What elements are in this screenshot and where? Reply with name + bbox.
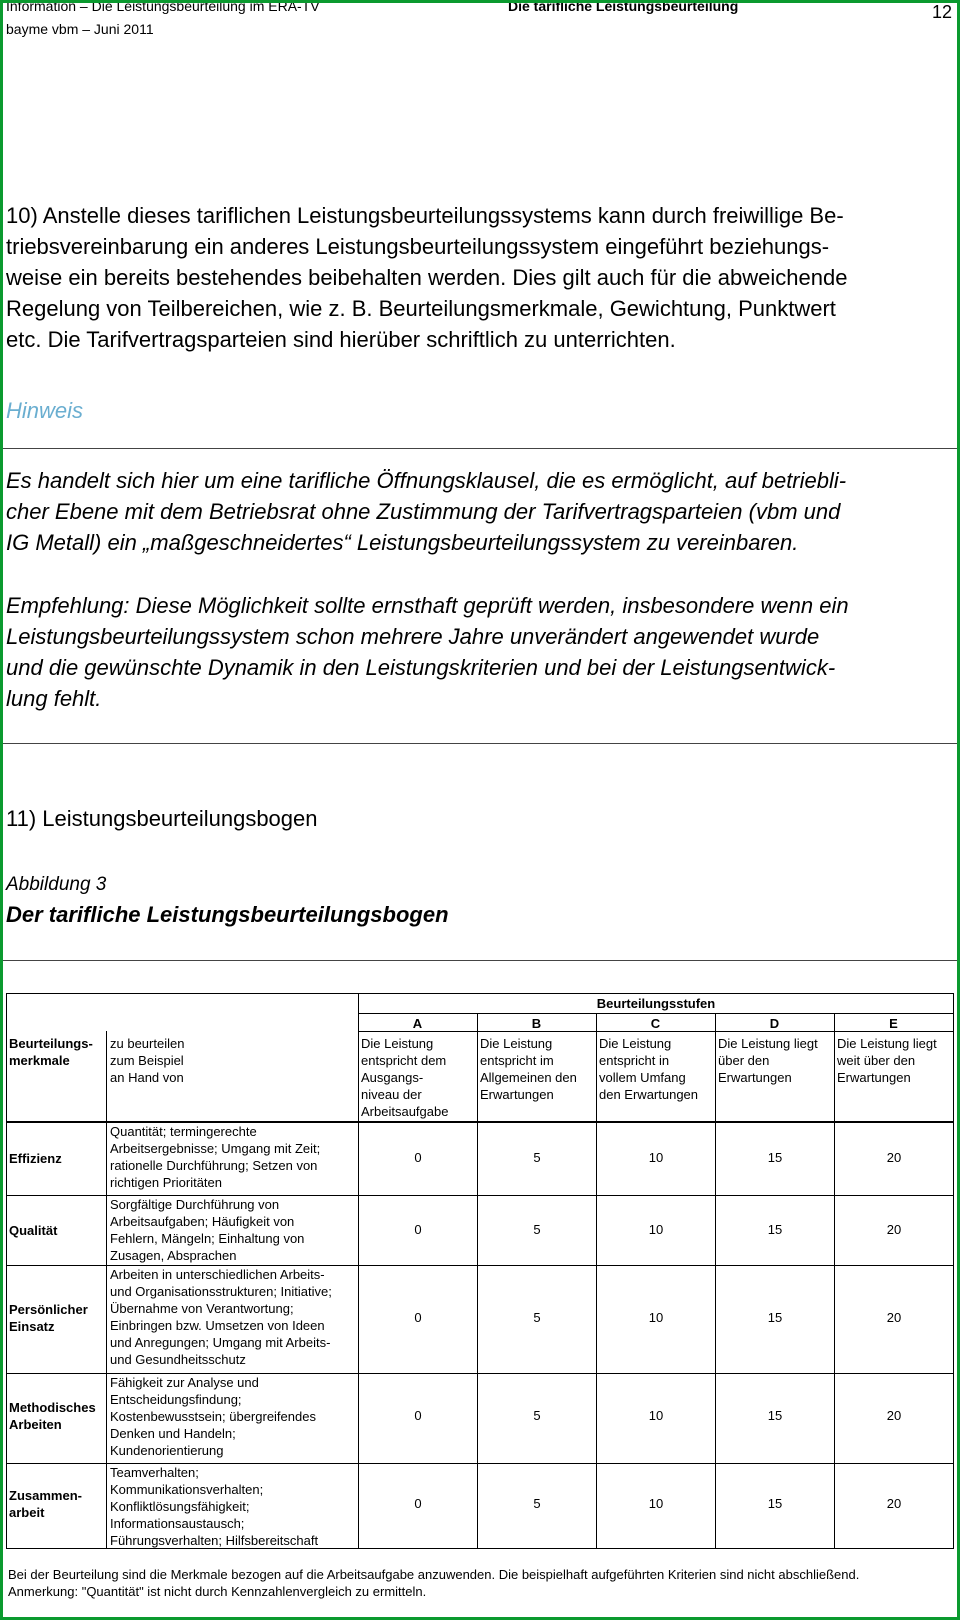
points-cell: 20 <box>886 1310 902 1325</box>
text-line: Leistungsbeurteilungssystem schon mehrere Jahre unverändert angewendet wurde <box>6 624 820 649</box>
points-cell: 5 <box>533 1310 541 1325</box>
text-line: richtigen Prioritäten <box>110 1175 222 1190</box>
text-line: Kundenorientierung <box>110 1443 224 1458</box>
level-description <box>480 1035 577 1103</box>
text-line: Arbeiten in unterschiedlichen Arbeits- <box>110 1267 325 1282</box>
header-publisher-date: bayme vbm – Juni 2011 <box>6 21 154 37</box>
figure-title: Der tarifliche Leistungsbeurteilungsbogen <box>6 902 449 927</box>
points-cell: 0 <box>414 1222 422 1237</box>
table-border <box>715 1013 716 1548</box>
text-line: Arbeiten <box>9 1417 62 1432</box>
level-letter: D <box>769 1016 780 1031</box>
text-line: Die Leistung liegt <box>718 1036 818 1051</box>
points-cell: 5 <box>533 1150 541 1165</box>
text-line: Die Leistung <box>361 1036 434 1051</box>
row-merkmal: Effizienz <box>9 1151 62 1166</box>
text-line: Informationsaustausch; <box>110 1516 245 1531</box>
table-border <box>358 1013 954 1014</box>
section-10-paragraph <box>6 200 847 355</box>
text-line: Konfliktlösungsfähigkeit; <box>110 1499 250 1514</box>
text-line: Erwartungen <box>480 1087 554 1102</box>
text-line: Entscheidungsfindung; <box>110 1392 242 1407</box>
text-line: Erwartungen <box>837 1070 911 1085</box>
text-line: cher Ebene mit dem Betriebsrat ohne Zustimmung der Tarifvertragsparteien (vbm und <box>6 499 841 524</box>
text-line: den Erwartungen <box>599 1087 699 1102</box>
points-cell: 20 <box>886 1150 902 1165</box>
text-line: Empfehlung: Diese Möglichkeit sollte ernsthaft geprüft werden, insbesondere wenn ein <box>6 593 849 618</box>
text-line: Die Leistung <box>480 1036 553 1051</box>
points-cell: 20 <box>886 1222 902 1237</box>
text-line: Teamverhalten; <box>110 1465 199 1480</box>
page-number: 12 <box>931 2 952 22</box>
divider <box>3 960 957 961</box>
level-description <box>718 1035 818 1086</box>
text-line: Zusagen, Absprachen <box>110 1248 237 1263</box>
points-cell: 20 <box>886 1408 902 1423</box>
text-line: entspricht dem <box>361 1053 447 1068</box>
text-line: Einbringen bzw. Umsetzen von Ideen <box>110 1318 325 1333</box>
text-line: arbeit <box>9 1505 45 1520</box>
table-border <box>477 1013 478 1548</box>
table-border <box>106 1031 107 1548</box>
row-merkmal <box>9 1399 96 1433</box>
text-line: IG Metall) ein „maßgeschneidertes“ Leistungsbeurteilungssystem zu vereinbaren. <box>6 530 799 555</box>
text-line: rationelle Durchführung; Setzen von <box>110 1158 318 1173</box>
points-cell: 5 <box>533 1408 541 1423</box>
row-criteria <box>110 1123 320 1191</box>
text-line: Regelung von Teilbereichen, wie z. B. Beurteilungsmerkmale, Gewichtung, Punktwert <box>6 296 836 321</box>
text-line: triebsvereinbarung ein anderes Leistungsbeurteilungssystem eingeführt beziehungs- <box>6 234 830 259</box>
divider <box>3 448 957 449</box>
points-cell: 10 <box>648 1310 664 1325</box>
text-line: und Organisationsstrukturen; Initiative; <box>110 1284 332 1299</box>
text-line: Fähigkeit zur Analyse und <box>110 1375 259 1390</box>
table-footnote: Bei der Beurteilung sind die Merkmale bezogen auf die Arbeitsaufgabe anzuwenden. Die beispielhaft aufgeführten Kriterien sind nicht abschließend. <box>8 1567 860 1582</box>
text-line: zu beurteilen <box>110 1036 185 1051</box>
level-description <box>599 1035 698 1103</box>
points-cell: 15 <box>767 1408 783 1423</box>
text-line: Quantität; termingerechte <box>110 1124 257 1139</box>
row-criteria <box>110 1266 332 1368</box>
points-cell: 15 <box>767 1496 783 1511</box>
text-line: und die gewünschte Dynamik in den Leistungskriterien und bei der Leistungsentwick- <box>6 655 836 680</box>
table-border <box>834 1013 835 1548</box>
text-line: und Gesundheitsschutz <box>110 1352 246 1367</box>
header-doc-title: Information – Die Leistungsbeurteilung im ERA-TV <box>6 0 320 14</box>
text-line: vollem Umfang <box>599 1070 686 1085</box>
text-line: Arbeitsaufgabe <box>361 1104 449 1119</box>
points-cell: 0 <box>414 1408 422 1423</box>
table-remark: Anmerkung: "Quantität" ist nicht durch Kennzahlenvergleich zu ermitteln. <box>8 1584 427 1599</box>
merkmale-header <box>9 1035 93 1069</box>
row-criteria <box>110 1374 316 1459</box>
text-line: Führungsverhalten; Hilfsbereitschaft <box>110 1533 319 1548</box>
text-line: lung fehlt. <box>6 686 102 711</box>
text-line: Einsatz <box>9 1319 55 1334</box>
points-cell: 10 <box>648 1150 664 1165</box>
level-letter: A <box>412 1016 423 1031</box>
hinweis-paragraph-1 <box>6 465 846 558</box>
text-line: Beurteilungs- <box>9 1036 93 1051</box>
text-line: Fehlern, Mängeln; Einhaltung von <box>110 1231 305 1246</box>
text-line: Arbeitsergebnisse; Umgang mit Zeit; <box>110 1141 321 1156</box>
points-cell: 0 <box>414 1310 422 1325</box>
table-border <box>358 993 359 1548</box>
hinweis-label: Hinweis <box>6 398 84 423</box>
table-border <box>953 993 954 1548</box>
row-criteria <box>110 1196 304 1264</box>
text-line: entspricht in <box>599 1053 670 1068</box>
points-cell: 0 <box>414 1150 422 1165</box>
row-merkmal: Qualität <box>9 1223 58 1238</box>
points-cell: 10 <box>648 1496 664 1511</box>
level-letter: B <box>531 1016 542 1031</box>
table-border <box>6 993 7 1548</box>
header-section-title: Die tarifliche Leistungsbeurteilung <box>508 0 739 14</box>
points-cell: 15 <box>767 1150 783 1165</box>
text-line: Die Leistung liegt <box>837 1036 937 1051</box>
text-line: an Hand von <box>110 1070 184 1085</box>
text-line: 10) Anstelle dieses tariflichen Leistungsbeurteilungssystems kann durch freiwillige Be- <box>6 203 844 228</box>
text-line: Ausgangs- <box>361 1070 424 1085</box>
text-line: entspricht im <box>480 1053 554 1068</box>
text-line: Kostenbewusstsein; übergreifendes <box>110 1409 316 1424</box>
hinweis-paragraph-2 <box>6 590 849 714</box>
table-border <box>6 993 954 994</box>
text-line: Sorgfältige Durchführung von <box>110 1197 280 1212</box>
divider <box>3 743 957 744</box>
text-line: zum Beispiel <box>110 1053 184 1068</box>
text-line: Erwartungen <box>718 1070 792 1085</box>
text-line: Zusammen- <box>9 1488 82 1503</box>
row-merkmal <box>9 1301 88 1335</box>
text-line: Allgemeinen den <box>480 1070 577 1085</box>
level-letter: E <box>889 1016 898 1031</box>
text-line: Denken und Handeln; <box>110 1426 236 1441</box>
points-cell: 5 <box>533 1496 541 1511</box>
points-cell: 10 <box>648 1222 664 1237</box>
text-line: Es handelt sich hier um eine tarifliche Öffnungsklausel, die es ermöglicht, auf betriebli- <box>6 468 847 493</box>
level-letter: C <box>650 1016 661 1031</box>
text-line: Die Leistung <box>599 1036 672 1051</box>
criteria-header <box>110 1035 184 1086</box>
row-merkmal <box>9 1487 82 1521</box>
text-line: etc. Die Tarifvertragsparteien sind hierüber schriftlich zu unterrichten. <box>6 327 676 352</box>
figure-label: Abbildung 3 <box>6 874 107 895</box>
assessment-table <box>6 993 954 1548</box>
text-line: weit über den <box>837 1053 916 1068</box>
table-border <box>596 1013 597 1548</box>
points-cell: 20 <box>886 1496 902 1511</box>
text-line: über den <box>718 1053 770 1068</box>
points-cell: 0 <box>414 1496 422 1511</box>
text-line: Kommunikationsverhalten; <box>110 1482 264 1497</box>
row-criteria <box>110 1464 318 1549</box>
section-11-title: 11) Leistungsbeurteilungsbogen <box>6 806 318 831</box>
points-cell: 5 <box>533 1222 541 1237</box>
text-line: und Anregungen; Umgang mit Arbeits- <box>110 1335 331 1350</box>
text-line: Übernahme von Verantwortung; <box>110 1301 294 1316</box>
stufen-header: Beurteilungsstufen <box>596 996 716 1011</box>
level-description <box>361 1035 448 1120</box>
text-line: weise ein bereits bestehendes beibehalten werden. Dies gilt auch für die abweichende <box>6 265 848 290</box>
text-line: Persönlicher <box>9 1302 88 1317</box>
points-cell: 10 <box>648 1408 664 1423</box>
points-cell: 15 <box>767 1310 783 1325</box>
text-line: Methodisches <box>9 1400 96 1415</box>
text-line: niveau der <box>361 1087 422 1102</box>
points-cell: 15 <box>767 1222 783 1237</box>
level-description <box>837 1035 937 1086</box>
text-line: merkmale <box>9 1053 70 1068</box>
text-line: Arbeitsaufgaben; Häufigkeit von <box>110 1214 295 1229</box>
